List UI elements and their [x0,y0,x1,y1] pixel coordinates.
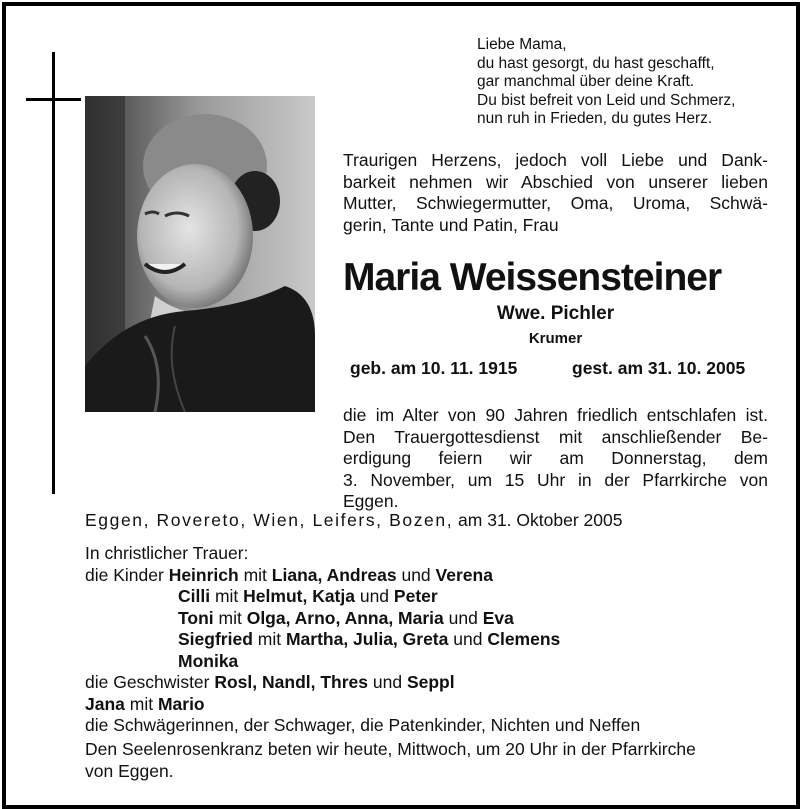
mourner-name: Martha, Julia, Greta [285,629,449,649]
mourner-row [85,672,785,694]
portrait-photo [85,96,315,412]
mourner-row [85,586,785,608]
connector: mit [238,564,272,585]
house-name: Krumer [528,330,583,347]
mourner-name: Rosl, Nandl, Thres [214,672,368,692]
mourner-name: Mario [157,693,205,714]
mourner-name: Helmut, Katja [243,586,355,606]
cross-icon [52,52,55,494]
mourner-row: die Schwägerinnen, der Schwager, die Patenkinder, Nichten und Neffen [85,715,641,735]
mourner-name: Olga, Arno, Anna, Maria [246,607,444,628]
deceased-name: Maria Weissensteiner [343,256,722,299]
mourner-name: Cilli [178,586,211,606]
notice-line: Eggen. [343,491,399,511]
mourner-name: Verena [435,564,493,585]
mourner-row [85,565,785,587]
mourner-name: Monika [178,650,239,671]
connector: mit [210,586,244,606]
notice-line: erdigung feiern wir am Donnerstag, dem [343,448,768,468]
poem-line: Du bist befreit von Leid und Schmerz, [477,91,736,109]
death-date: gest. am 31. 10. 2005 [572,358,746,378]
mourner-name: Eva [482,607,514,628]
mourner-name: Siegfried [178,629,253,649]
mourner-name: Heinrich [168,564,239,585]
mourner-name: Jana [85,693,125,714]
mourners-list [85,543,785,737]
mourners-heading: In christlicher Trauer: [85,543,249,563]
connector: mit [124,693,158,714]
intro-line: gerin, Tante und Patin, Frau [343,214,559,235]
rosary-line: Den Seelenrosenkranz beten wir heute, Mittwoch, um 20 Uhr in der Pfarrkirche [85,739,696,759]
connector: und [368,672,407,692]
mourner-name: Peter [393,586,438,606]
places-date-line [85,510,622,531]
notice-line: Den Trauergottesdienst mit anschließender Be- [343,426,768,447]
intro-line: barkeit nehmen wir Abschied von unserer lieben [343,171,768,192]
mourner-row [85,608,785,630]
connector: und [448,629,488,649]
places: Eggen, Rovereto, Wien, Leifers, Bozen, [85,510,454,530]
connector: und [443,607,483,628]
intro-line: Traurigen Herzens, jedoch voll Liebe und Dank- [343,150,768,170]
birth-date: geb. am 10. 11. 1915 [350,358,518,378]
portrait-image [85,96,315,412]
cross-bar [26,98,81,101]
widow-of: Wwe. Pichler [496,303,615,324]
rosary-notice [85,738,775,782]
rosary-line: von Eggen. [85,761,174,781]
connector: und [354,586,394,606]
poem [477,36,735,129]
poem-line: gar manchmal über deine Kraft. [477,73,695,90]
poem-line: Liebe Mama, [477,36,567,53]
notice-line: 3. November, um 15 Uhr in der Pfarrkirche von [343,469,768,490]
connector: und [396,564,436,585]
poem-line: nun ruh in Frieden, du gutes Herz. [477,110,713,127]
mourner-row [85,651,785,673]
mourner-name: Toni [178,607,214,628]
date: am 31. Oktober 2005 [453,510,623,530]
connector: mit [213,607,247,628]
children-label: die Kinder [85,564,164,585]
mourner-name: Seppl [406,672,455,692]
death-notice [343,405,768,513]
mourner-row [85,694,785,716]
connector: mit [252,629,286,649]
intro-text [343,150,768,236]
mourner-row [85,629,785,651]
siblings-label: die Geschwister [85,672,215,692]
mourner-name: Clemens [487,629,561,649]
notice-line: die im Alter von 90 Jahren friedlich entschlafen ist. [343,405,768,425]
poem-line: du hast gesorgt, du hast geschafft, [477,54,715,72]
mourner-name: Liana, Andreas [271,564,397,585]
intro-line: Mutter, Schwiegermutter, Oma, Uroma, Schwä- [343,193,768,213]
